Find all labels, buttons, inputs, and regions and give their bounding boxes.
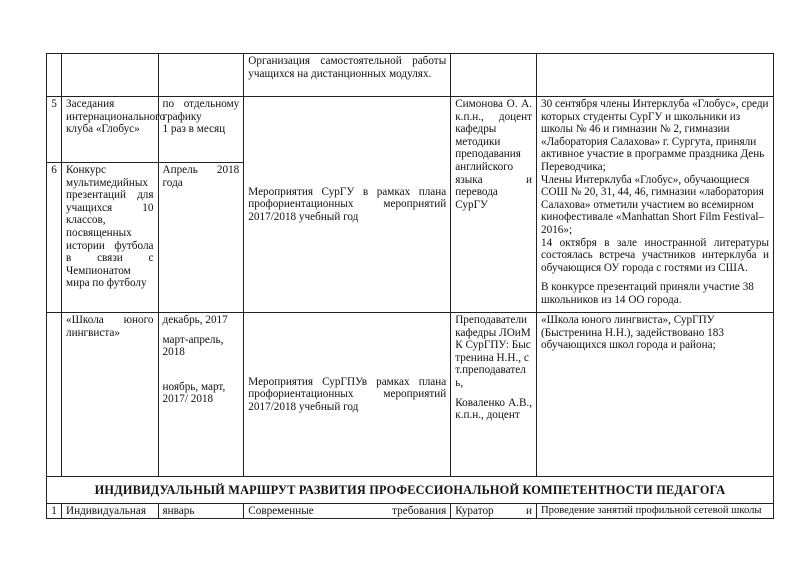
- date-line: ноябрь, март, 2017/ 2018: [162, 380, 226, 406]
- responsible-cell: [451, 54, 537, 97]
- activity-cell: Мероприятия СурГПУв рамках плана профориентационных мероприятий 2017/2018 учебный год: [244, 313, 451, 477]
- event-name-cell: Индивидуальная: [62, 503, 159, 519]
- event-name-cell: «Школа юного лингвиста»: [62, 313, 159, 477]
- dates-cell: январь: [158, 503, 244, 519]
- row-number-cell: [47, 54, 62, 97]
- results-cell: [537, 54, 774, 97]
- results-cell-merged: [537, 97, 774, 313]
- row-number-cell: 1: [47, 503, 62, 519]
- dates-cell: [158, 54, 244, 97]
- results-cell: Проведение занятий профильной сетевой школы: [537, 503, 774, 519]
- section-heading: ИНДИВИДУАЛЬНЫЙ МАРШРУТ РАЗВИТИЯ ПРОФЕССИОНАЛЬНОЙ КОМПЕТЕНТНОСТИ ПЕДАГОГА: [47, 477, 774, 504]
- responsible-line: Преподаватели кафедры ЛОиМК СурГПУ: Быстренина Н.Н., ст.преподаватель,: [455, 314, 531, 389]
- responsible-line: Коваленко А.В., к.п.н., доцент: [455, 396, 532, 422]
- activity-cell: Организация самостоятельной работы учащихся на дистанционных модулях.: [244, 54, 451, 97]
- date-line: декабрь, 2017: [162, 314, 228, 326]
- row-number-cell: 6: [47, 163, 62, 313]
- event-name-cell: Конкурс мультимедийных презентаций для учащихся 10 классов, посвященных истории футбола в связи с Чемпионатом мира по футболу: [62, 163, 159, 313]
- table-row-linguist-school: [47, 313, 774, 477]
- event-name-cell: [62, 54, 159, 97]
- activities-table: [46, 53, 774, 519]
- table-row-5: [47, 97, 774, 163]
- event-name-cell: Заседания интернационального клуба «Глобус»: [62, 97, 159, 163]
- activity-cell-merged: Мероприятия СурГУ в рамках плана профориентационных мероприятий 2017/2018 учебный год: [244, 97, 451, 313]
- responsible-cell-merged: Симонова О. А. к.п.н., доцент кафедры методики преподавания английского языка и перевода СурГУ: [451, 97, 537, 313]
- table-row-1: [47, 503, 774, 519]
- dates-cell: [158, 313, 244, 477]
- result-paragraph: 30 сентября члены Интерклуба «Глобус», среди которых студенты СурГУ и школьники из школы № 46 и гимназии № 2, гимназии «Лаборатория Салахова» г. Сургута, приняли активное участие в программе праздника День Переводчика;: [541, 98, 769, 173]
- date-line: 1 раз в месяц: [162, 123, 226, 136]
- responsible-cell: Куратор и: [451, 503, 537, 519]
- results-cell: «Школа юного лингвиста», СурГПУ (Быстренина Н.Н.), задействовано 183 обучающихся школ города и района;: [537, 313, 774, 477]
- result-paragraph: В конкурсе презентаций приняли участие 38 школьников из 14 ОО города.: [541, 281, 754, 306]
- row-number-cell: 5: [47, 97, 62, 163]
- row-number-cell: [47, 313, 62, 477]
- activity-cell: Современные требования: [244, 503, 451, 519]
- date-line: март-апрель, 2018: [162, 333, 224, 359]
- responsible-cell: [451, 313, 537, 477]
- section-heading-row: [47, 477, 774, 504]
- date-line: по отдельному графику: [162, 98, 240, 123]
- dates-cell: [158, 97, 244, 163]
- table-row-continuation: [47, 54, 774, 97]
- dates-cell: Апрель 2018 года: [158, 163, 244, 313]
- result-paragraph: Члены Интерклуба «Глобус», обучающиеся СОШ № 20, 31, 44, 46, гимназии «лаборатория Салахова» отметили участием во всемирном кинофестивале «Manhattan Short Film Festival–2016»;: [541, 173, 765, 236]
- result-paragraph: 14 октября в зале иностранной литературы состоялась встреча участников интерклуба и обучающися ОУ города с гостями из США.: [541, 236, 769, 274]
